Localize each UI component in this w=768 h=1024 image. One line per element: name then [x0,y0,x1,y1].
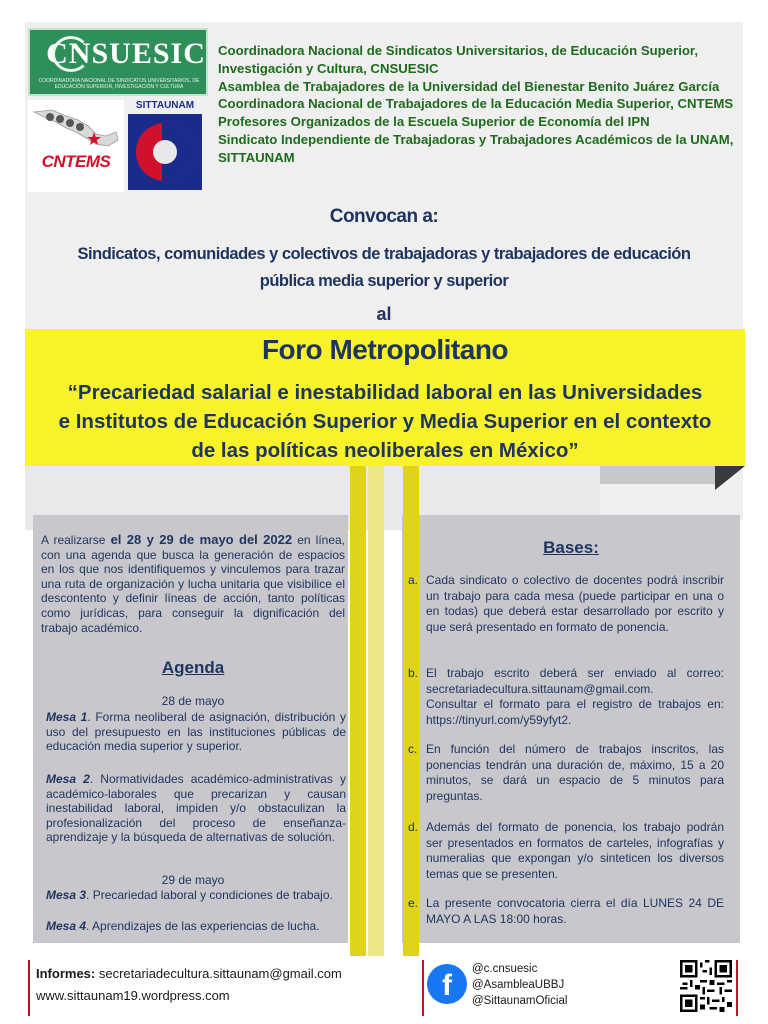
bases-item [408,742,724,804]
bases-heading [402,538,740,558]
qr-code-icon[interactable] [680,960,732,1012]
forum-subtitle [18,378,752,465]
bases-item-letter: a. [408,573,419,587]
contact-email[interactable]: secretariadecultura.sittaunam@gmail.com [95,966,342,981]
agenda-item [46,919,346,934]
intro-dates: el 28 y 29 de mayo del 2022 [110,532,293,547]
mesa-label: Mesa 2 [46,772,90,786]
sittaunam-logo-mark [128,114,202,190]
contact-info [36,966,342,981]
convocan-heading [25,206,743,228]
mesa-label: Mesa 3 [46,888,87,902]
forum-subtitle-line: “Precariedad salarial e inestabilidad laboral en las Universidades [67,381,703,404]
cntems-logo [28,100,124,192]
mesa-text: . Aprendizajes de las experiencias de lucha. [86,919,320,933]
organization-line: Asamblea de Trabajadores de la Universidad del Bienestar Benito Juárez García [218,78,720,94]
invitees-line: Sindicatos, comunidades y colectivos de trabajadoras y trabajadores de educación [77,245,691,263]
al-text: al [376,304,392,324]
bases-item [408,573,724,635]
intro-prefix: A realizarse [41,533,111,547]
bases-heading-colon: : [593,538,599,557]
bases-item-text: Consultar el formato para el registro de trabajos en: https://tinyurl.com/y59yfyt2. [426,697,724,727]
organization-line: Sindicato Independiente de Trabajadoras y Trabajadores Académicos de la UNAM, [218,131,734,147]
mesa-text: . Precariedad laboral y condiciones de trabajo. [86,888,333,902]
sittaunam-logo-text: SITTAUNAM [135,100,195,111]
footer-divider [422,960,424,1016]
convocan-text: Convocan a: [329,206,439,227]
bases-item-text: El trabajo escrito deberá ser enviado al correo: secretariadecultura.sittaunam@gmail.com. [426,666,724,696]
social-handles [472,961,567,1009]
organization-line: Investigación y Cultura, CNSUESIC [218,60,439,76]
social-handle[interactable]: @c.cnsuesic [472,963,538,975]
decorative-corner [715,466,745,490]
sittaunam-emblem-icon [128,114,202,190]
decorative-bar [350,466,366,956]
agenda-heading: Agenda [161,658,225,677]
footer-divider [736,960,738,1016]
forum-subtitle-line: de las políticas neoliberales en México” [191,439,579,462]
mesa-text: . Forma neoliberal de asignación, distribución y uso del presupuesto en las instituciones públicas de educación media superior y superior. [46,710,346,754]
cnsuesic-logo-subtitle: COORDINADORA NACIONAL DE SINDICATOS UNIVERSITARIOS, DE EDUCACIÓN SUPERIOR, INVESTIGACIÓN Y CULTURA [38,78,200,90]
invitees-line: pública media superior y superior [259,272,509,290]
organization-list [218,42,738,167]
decorative-strip [600,466,715,484]
agenda-day: 29 de mayo [161,873,225,887]
facebook-icon[interactable]: f [427,964,467,1004]
bases-item-letter: e. [408,896,419,910]
organization-line: Coordinadora Nacional de Sindicatos Universitarios, de Educación Superior, [218,43,698,58]
mesa-label: Mesa 4 [46,919,87,933]
bases-item-text: En función del número de trabajos inscritos, las ponencias tendrán una duración de, máximo, 15 a 20 minutos, se dará un espacio de 5 minutos para preguntas. [426,742,724,803]
organization-line: SITTAUNAM [218,149,295,165]
bases-item-text: Cada sindicato o colectivo de docentes podrá inscribir un trabajo para cada mesa (puede participar en una o en todas) que deberá estar desarrollado por escrito y que será presentado en formato de ponencia. [426,573,724,634]
organization-line: Coordinadora Nacional de Trabajadores de la Educación Media Superior, CNTEMS [218,96,734,112]
bases-item [408,896,724,927]
bases-item [408,820,724,882]
intro-text: en línea, con una agenda que busca la generación de espacios en los que nos identifiquemos y vinculemos para trazar una ruta de organización y lucha unitaria que visibilice el descontento y definir líneas de acción, tanto políticas como jurídicas, para conseguir la dignificación del trabajo académico. [41,533,346,635]
agenda-day: 28 de mayo [161,694,225,708]
contact-label: Informes: [36,966,96,981]
agenda-item [46,710,346,754]
invitees-text [40,241,728,295]
mexico-map-icon [32,106,120,150]
star-icon: ★ [86,129,103,149]
agenda-item [46,772,346,845]
footer-divider [28,960,30,1016]
cntems-logo-text: CNTEMS [41,152,111,171]
cnsuesic-logo [28,28,208,96]
bases-item-letter: c. [408,742,418,756]
intro-paragraph [41,533,345,635]
organization-line: Profesores Organizados de la Escuela Superior de Economía del IPN [218,114,650,130]
social-handle[interactable]: @SittaunamOficial [472,995,568,1007]
forum-subtitle-line: e Institutos de Educación Superior y Media Superior en el contexto [58,410,712,433]
bases-item-text: Además del formato de ponencia, los trabajo podrán ser presentados en formatos de carteles, infografías y numeralias que expongan y/o sinteticen los diversos temas que se presenten. [426,820,724,881]
forum-title: Foro Metropolitano [261,334,509,365]
bases-heading-text: Bases [543,538,594,557]
website-link[interactable]: www.sittaunam19.wordpress.com [36,988,230,1003]
bases-item-letter: d. [408,820,419,834]
social-handle[interactable]: @AsambleaUBBJ [472,979,565,991]
cnsuesic-logo-text: CNSUESIC [46,37,206,70]
bases-item-text: La presente convocatoria cierra el día LUNES 24 DE MAYO A LAS 18:00 horas. [426,896,724,926]
mesa-text: . Normatividades académico-administrativas y académico-laborales que precarizan y causan inestabilidad laboral, impiden y/o obstaculizan la profesionalización del proceso de enseñanza-aprendizaje y la búsqueda de alternativas de solución. [46,772,346,845]
agenda-item [46,888,346,903]
bases-item [408,666,724,728]
bases-item-letter: b. [408,666,419,680]
sittaunam-logo [128,100,202,192]
decorative-bar [368,466,384,956]
mesa-label: Mesa 1 [46,710,88,724]
